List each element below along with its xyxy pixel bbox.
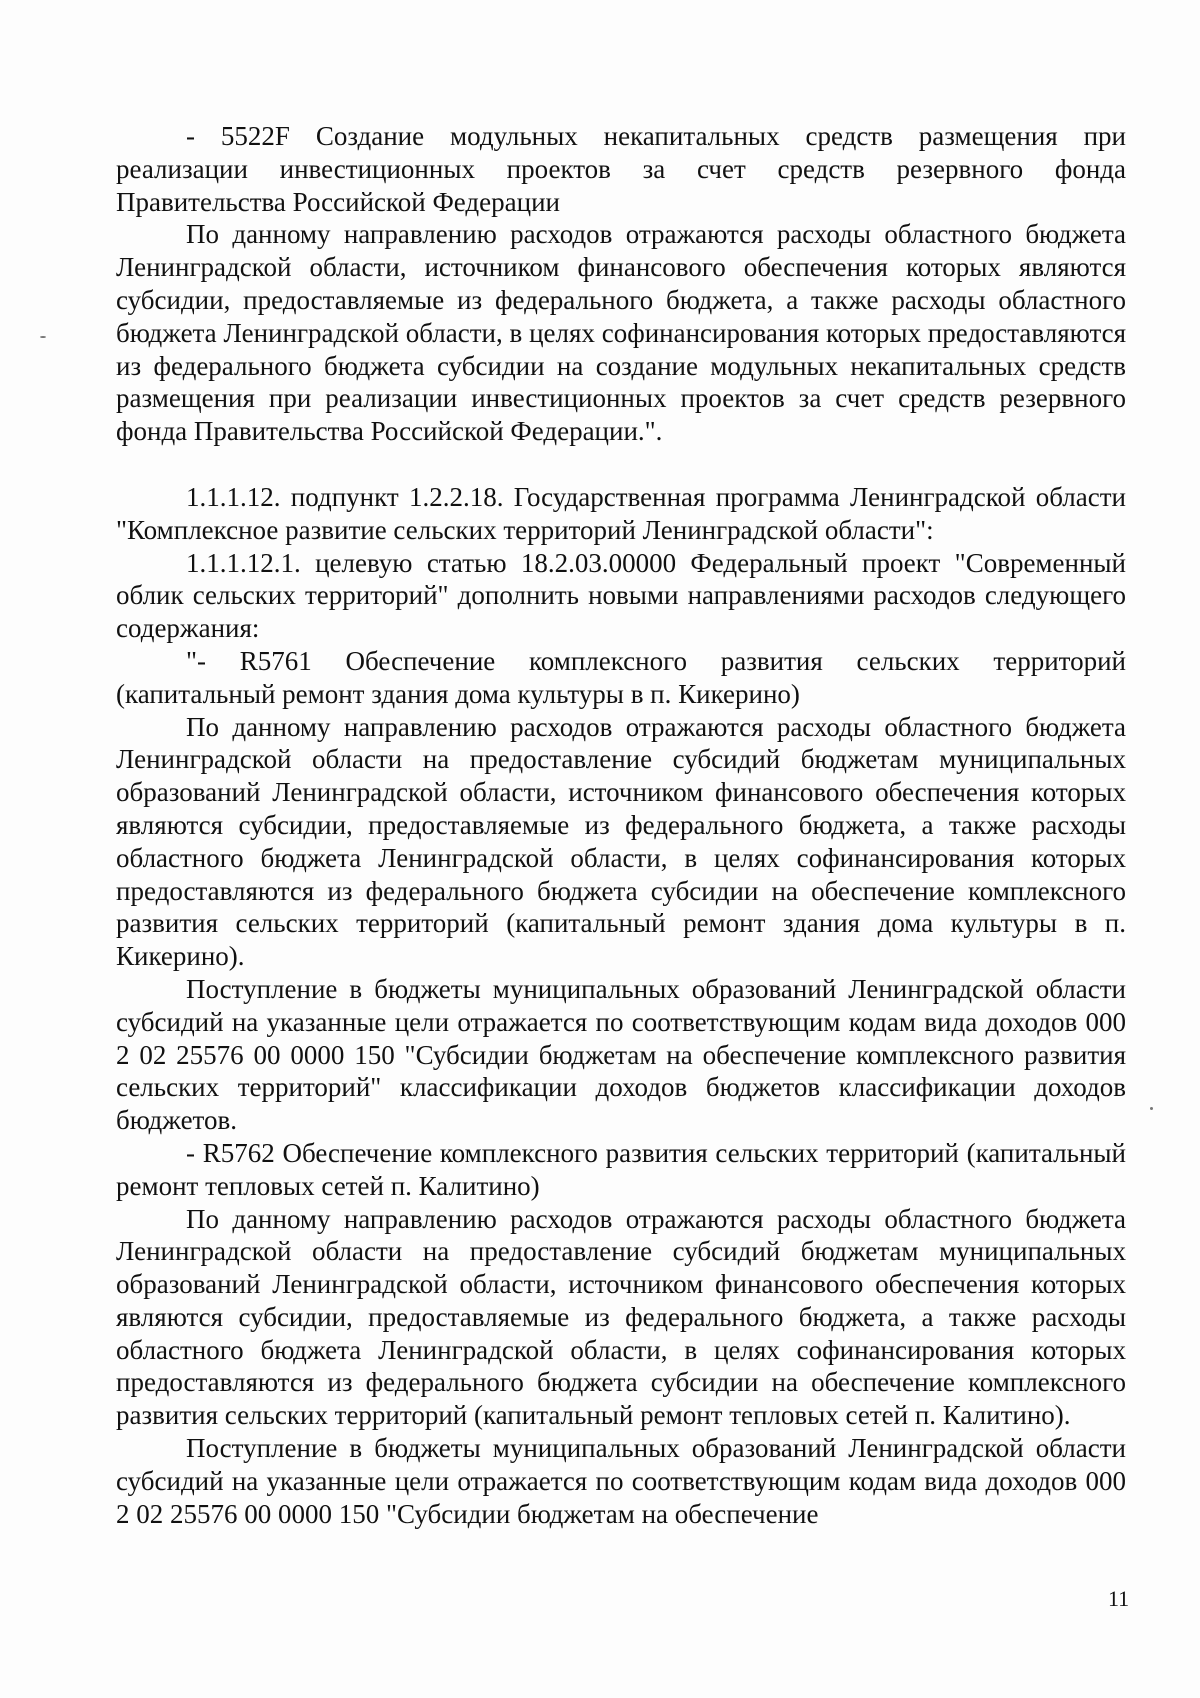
paragraph-r5762-heading: - R5762 Обеспечение комплексного развития сельских территорий (капитальный ремонт тепловых сетей п. Калитино)	[116, 1137, 1126, 1201]
paragraph-r5762-revenue: Поступление в бюджеты муниципальных образований Ленинградской области субсидий на указанные цели отражается по соответствующим кодам вида доходов 000 2 02 25576 00 0000 150 "Субсидии бюджетам на обеспечение	[116, 1433, 1126, 1529]
paragraph-subitem-1-1-1-12: 1.1.1.12. подпункт 1.2.2.18. Государственная программа Ленинградской области "Комплексное развитие сельских территорий Ленинградской области":	[116, 481, 1126, 545]
paragraph-5522f-heading: - 5522F Создание модульных некапитальных средств размещения при реализации инвестиционных проектов за счет средств резервного фонда Правительства Российской Федерации	[116, 121, 1126, 217]
paragraph-subitem-1-1-1-12-1: 1.1.1.12.1. целевую статью 18.2.03.00000 Федеральный проект "Современный облик сельских территорий" дополнить новыми направлениями расходов следующего содержания:	[116, 547, 1126, 644]
paragraph-gap	[116, 448, 1126, 481]
scan-speck	[1150, 1107, 1153, 1110]
document-body	[116, 120, 1126, 1530]
paragraph-r5762-description: По данному направлению расходов отражаются расходы областного бюджета Ленинградской области на предоставление субсидий бюджетам муниципальных образований Ленинградской области, источником финансового обеспечения которых являются субсидии, предоставляемые из федерального бюджета, а также расходы областного бюджета Ленинградской области, в целях софинансирования которых предоставляются из федерального бюджета субсидии на обеспечение комплексного развития сельских территорий (капитальный ремонт тепловых сетей п. Калитино).	[116, 1203, 1126, 1431]
page-number: 11	[1108, 1586, 1130, 1611]
scan-speck	[40, 336, 46, 338]
paragraph-r5761-description: По данному направлению расходов отражаются расходы областного бюджета Ленинградской области на предоставление субсидий бюджетам муниципальных образований Ленинградской области, источником финансового обеспечения которых являются субсидии, предоставляемые из федерального бюджета, а также расходы областного бюджета Ленинградской области, в целях софинансирования которых предоставляются из федерального бюджета субсидии на обеспечение комплексного развития сельских территорий (капитальный ремонт здания дома культуры в п. Кикерино).	[116, 711, 1126, 972]
paragraph-r5761-heading: "- R5761 Обеспечение комплексного развития сельских территорий (капитальный ремонт здания дома культуры в п. Кикерино)	[116, 645, 1126, 709]
paragraph-5522f-description: По данному направлению расходов отражаются расходы областного бюджета Ленинградской области, источником финансового обеспечения которых являются субсидии, предоставляемые из федерального бюджета, а также расходы областного бюджета Ленинградской области, в целях софинансирования которых предоставляются из федерального бюджета субсидии на создание модульных некапитальных средств размещения при реализации инвестиционных проектов за счет средств резервного фонда Правительства Российской Федерации.".	[116, 219, 1126, 447]
paragraph-r5761-revenue: Поступление в бюджеты муниципальных образований Ленинградской области субсидий на указанные цели отражается по соответствующим кодам вида доходов 000 2 02 25576 00 0000 150 "Субсидии бюджетам на обеспечение комплексного развития сельских территорий" классификации доходов бюджетов классификации доходов бюджетов.	[116, 973, 1126, 1136]
